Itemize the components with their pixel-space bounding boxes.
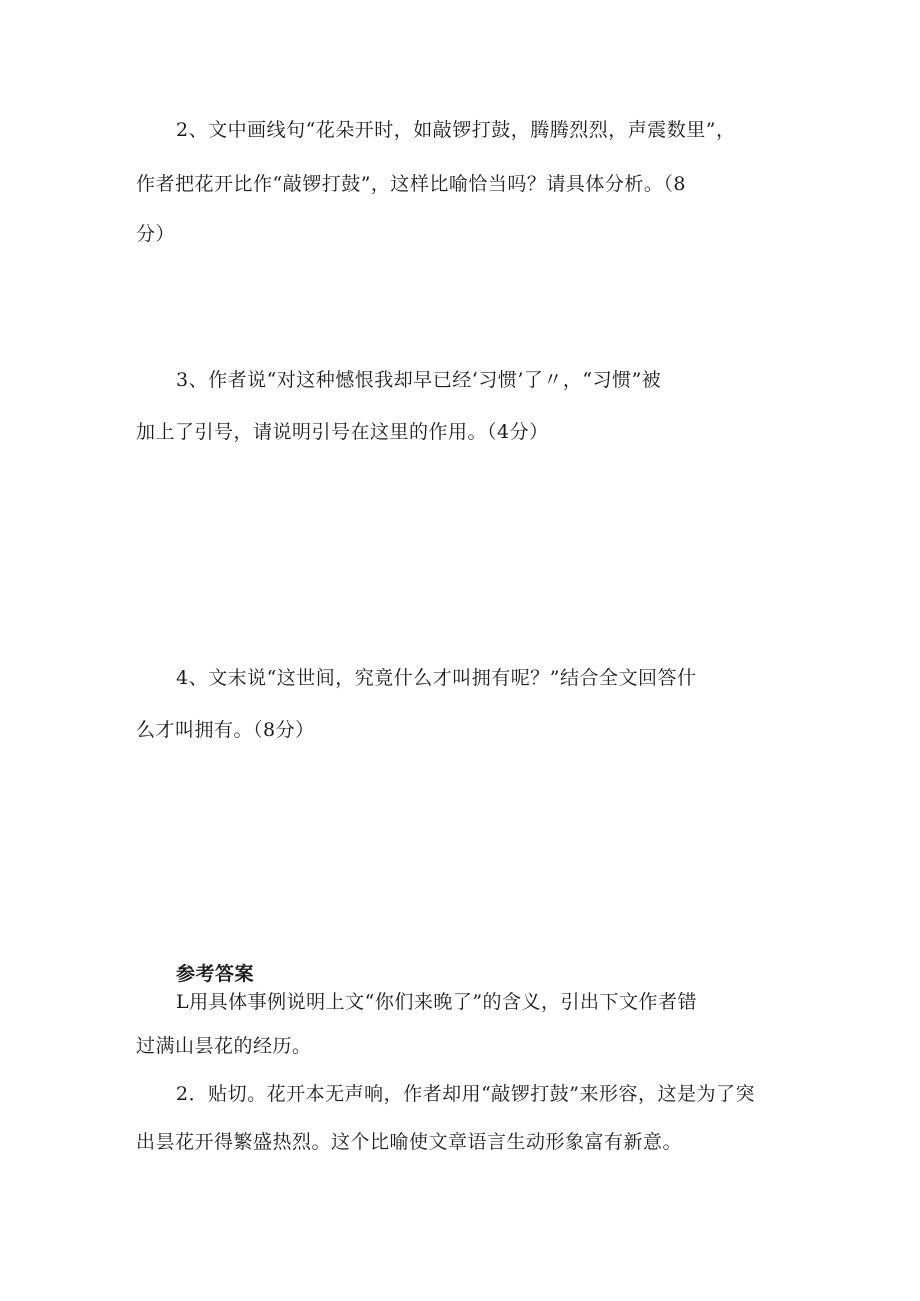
question-2-line-1: 2、文中画线句“花朵开时，如敲锣打鼓，腾腾烈烈，声震数里”，: [176, 119, 736, 141]
answer-2-line-2: 出昙花开得繁盛热烈。这个比喻使文章语言生动形象富有新意。: [136, 1131, 683, 1153]
question-3-line-2: 加上了引号，请说明引号在这里的作用。（4分）: [136, 421, 549, 443]
question-4-line-2: 么才叫拥有。（8分）: [136, 719, 315, 741]
question-2-line-2: 作者把花开比作“敲锣打鼓”，这样比喻恰当吗？请具体分析。（8: [136, 173, 687, 195]
answer-1-line-2: 过满山昙花的经历。: [136, 1035, 312, 1057]
answer-1-line-1: L用具体事例说明上文“你们来晚了”的含义，引出下文作者错: [176, 991, 698, 1013]
answer-2-line-1: 2．贴切。花开本无声响，作者却用“敲锣打鼓”来形容，这是为了突: [176, 1083, 756, 1105]
question-2-line-3: 分）: [136, 223, 176, 245]
question-3-line-1: 3、作者说“对这种憾恨我却早已经‘习惯’了〃，“习惯”被: [176, 369, 662, 391]
answers-heading: 参考答案: [176, 963, 255, 985]
question-4-line-1: 4、文末说“这世间，究竟什么才叫拥有呢？”结合全文回答什: [176, 667, 697, 689]
